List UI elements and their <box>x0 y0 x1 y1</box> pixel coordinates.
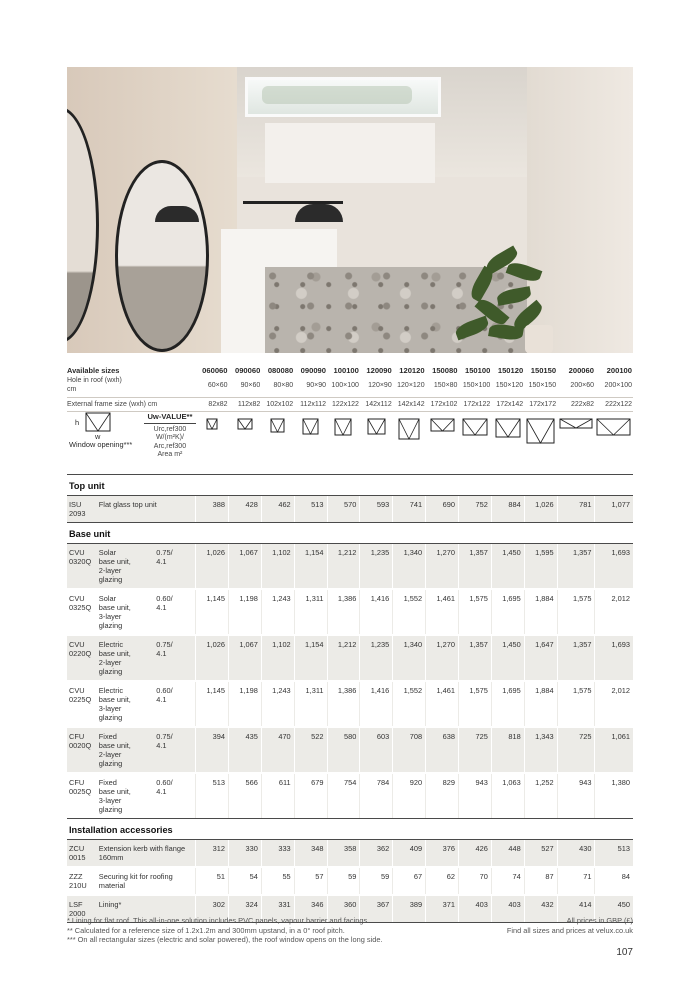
product-code: CFU 0020Q <box>67 727 99 773</box>
footnote-3: *** On all rectangular sizes (electric and solar powered), the roof window opens on the long side. <box>67 935 383 944</box>
hole-size: 60×60 <box>207 382 228 389</box>
window-opening-icon <box>526 418 555 444</box>
price-cell: 943 <box>557 773 595 819</box>
price-cell: 432 <box>524 895 557 923</box>
footnotes <box>67 916 383 945</box>
price-cell: 1,154 <box>294 544 327 590</box>
price-cell: 1,450 <box>491 544 524 590</box>
price-cell: 346 <box>294 895 327 923</box>
price-cell: 51 <box>196 867 229 895</box>
uw-sub: Urc,ref300 W/(m²K)/ Arc,ref300 Area m² <box>153 426 187 459</box>
window-icon-cell <box>557 412 595 475</box>
price-cell: 1,026 <box>196 635 229 681</box>
product-code: ZCU 0015 <box>67 840 99 868</box>
price-cell: 593 <box>360 496 393 523</box>
price-cell: 2,012 <box>595 589 633 635</box>
hole-row <box>67 376 633 398</box>
price-cell: 62 <box>426 867 459 895</box>
price-cell: 1,695 <box>491 681 524 727</box>
price-cell: 1,235 <box>360 544 393 590</box>
footnote-2: ** Calculated for a reference size of 1.2x1.2m and 300mm upstand, in a 0° roof pitch. <box>67 925 345 935</box>
skylight-shaft <box>265 123 435 183</box>
uw-value-header <box>144 412 195 475</box>
hole-size: 200×100 <box>604 382 632 389</box>
window-opening-icon <box>206 418 218 430</box>
external-label: External frame size (wxh) cm <box>67 398 196 412</box>
hero-photo <box>67 67 633 353</box>
product-description: Electric base unit, 3-layer glazing <box>99 681 144 727</box>
external-size: 112x112 <box>294 398 327 412</box>
hole-size: 150×100 <box>462 382 491 389</box>
price-cell: 84 <box>595 867 633 895</box>
price-cell: 1,154 <box>294 635 327 681</box>
external-size: 102x102 <box>261 398 294 412</box>
price-cell: 580 <box>327 727 360 773</box>
price-cell: 362 <box>360 840 393 868</box>
window-opening-icon <box>462 418 488 436</box>
hole-size: 150×80 <box>433 382 458 389</box>
external-size: 172x102 <box>426 398 459 412</box>
window-opening-icon <box>334 418 352 436</box>
price-cell: 1,416 <box>360 681 393 727</box>
price-cell: 358 <box>327 840 360 868</box>
size-060060: 060060 <box>202 366 228 375</box>
product-row <box>67 840 633 868</box>
price-cell: 1,198 <box>229 681 262 727</box>
price-cell: 1,695 <box>491 589 524 635</box>
price-cell: 371 <box>426 895 459 923</box>
window-opening-icon <box>398 418 420 440</box>
product-row <box>67 867 633 895</box>
price-cell: 1,067 <box>229 635 262 681</box>
price-cell: 513 <box>196 773 229 819</box>
price-cell: 87 <box>524 867 557 895</box>
price-cell: 1,357 <box>557 544 595 590</box>
price-cell: 389 <box>393 895 426 923</box>
window-opening-icon <box>270 418 285 433</box>
hole-size: 200×60 <box>570 382 594 389</box>
price-cell: 2,012 <box>595 681 633 727</box>
price-cell: 333 <box>261 840 294 868</box>
external-size: 142x112 <box>360 398 393 412</box>
price-cell: 1,884 <box>524 681 557 727</box>
price-cell: 426 <box>458 840 491 868</box>
price-cell: 784 <box>360 773 393 819</box>
price-cell: 1,145 <box>196 589 229 635</box>
price-cell: 566 <box>229 773 262 819</box>
price-cell: 522 <box>294 727 327 773</box>
price-cell: 1,416 <box>360 589 393 635</box>
price-cell: 1,270 <box>426 544 459 590</box>
price-cell: 414 <box>557 895 595 923</box>
price-cell: 367 <box>360 895 393 923</box>
product-code: ISU 2093 <box>67 496 99 523</box>
uw-value: 0.60/ 4.1 <box>144 773 195 819</box>
price-cell: 1,077 <box>595 496 633 523</box>
price-cell: 409 <box>393 840 426 868</box>
available-sizes-label: Available sizes <box>67 366 120 375</box>
window-icon-cell <box>491 412 524 475</box>
price-cell: 1,575 <box>458 681 491 727</box>
price-cell: 330 <box>229 840 262 868</box>
towel <box>525 325 553 353</box>
find-sizes-link[interactable]: Find all sizes and prices at velux.co.uk <box>506 925 633 935</box>
external-size: 172x122 <box>458 398 491 412</box>
price-cell: 1,311 <box>294 589 327 635</box>
product-row <box>67 635 633 681</box>
price-cell: 1,357 <box>557 635 595 681</box>
external-size: 112x82 <box>229 398 262 412</box>
price-cell: 1,357 <box>458 635 491 681</box>
product-code: CVU 0225Q <box>67 681 99 727</box>
price-cell: 1,212 <box>327 544 360 590</box>
price-cell: 1,252 <box>524 773 557 819</box>
footnote-1: * Lining for flat roof. This all-in-one solution includes PVC panels, vapour barrier and facings. <box>67 916 370 925</box>
price-cell: 1,067 <box>229 544 262 590</box>
price-cell: 1,061 <box>595 727 633 773</box>
price-cell: 430 <box>557 840 595 868</box>
window-icon-cell <box>196 412 229 475</box>
product-code: CFU 0025Q <box>67 773 99 819</box>
hole-size: 150×120 <box>495 382 524 389</box>
price-cell: 1,235 <box>360 635 393 681</box>
price-cell: 450 <box>595 895 633 923</box>
w-label: w <box>95 432 101 441</box>
window-opening-row <box>67 412 633 475</box>
price-cell: 1,340 <box>393 544 426 590</box>
uw-value: 0.60/ 4.1 <box>144 681 195 727</box>
product-row <box>67 773 633 819</box>
size-120120: 120120 <box>399 366 425 375</box>
price-cell: 376 <box>426 840 459 868</box>
price-cell: 1,063 <box>491 773 524 819</box>
uw-label: Uw-VALUE** <box>144 412 195 424</box>
price-cell: 1,450 <box>491 635 524 681</box>
external-size: 222x122 <box>595 398 633 412</box>
window-icon-cell <box>261 412 294 475</box>
price-cell: 1,386 <box>327 589 360 635</box>
product-description: Fixed base unit, 2-layer glazing <box>99 727 144 773</box>
price-cell: 348 <box>294 840 327 868</box>
price-cell: 462 <box>261 496 294 523</box>
hole-size: 150×150 <box>528 382 557 389</box>
price-cell: 302 <box>196 895 229 923</box>
window-opening-icon <box>430 418 455 432</box>
price-cell: 1,693 <box>595 544 633 590</box>
price-cell: 1,380 <box>595 773 633 819</box>
uw-value: 0.60/ 4.1 <box>144 589 195 635</box>
price-cell: 725 <box>557 727 595 773</box>
price-notes <box>507 916 633 935</box>
uw-value: 0.75/ 4.1 <box>144 727 195 773</box>
price-cell: 513 <box>294 496 327 523</box>
product-code: LSF 2000 <box>67 895 99 923</box>
product-code: CVU 0325Q <box>67 589 99 635</box>
price-cell: 57 <box>294 867 327 895</box>
price-cell: 1,026 <box>524 496 557 523</box>
hole-size: 120×120 <box>397 382 425 389</box>
window-opening-icon <box>302 418 319 435</box>
price-cell: 1,340 <box>393 635 426 681</box>
price-cell: 690 <box>426 496 459 523</box>
window-opening-icon <box>237 418 253 430</box>
window-icon-cell <box>294 412 327 475</box>
size-090090: 090090 <box>300 366 326 375</box>
price-cell: 884 <box>491 496 524 523</box>
price-cell: 394 <box>196 727 229 773</box>
price-cell: 67 <box>393 867 426 895</box>
window-icon-cell <box>426 412 459 475</box>
hole-size: 90×90 <box>306 382 326 389</box>
window-opening-label: Window opening*** <box>69 440 133 449</box>
price-cell: 1,386 <box>327 681 360 727</box>
product-code: CVU 0320Q <box>67 544 99 590</box>
price-cell: 513 <box>595 840 633 868</box>
mirror-round <box>115 160 209 352</box>
price-cell: 638 <box>426 727 459 773</box>
price-cell: 611 <box>261 773 294 819</box>
price-cell: 754 <box>327 773 360 819</box>
price-cell: 470 <box>261 727 294 773</box>
price-cell: 1,884 <box>524 589 557 635</box>
product-description: Flat glass top unit <box>99 496 196 523</box>
external-size: 82x82 <box>196 398 229 412</box>
hole-size: 120×90 <box>368 382 392 389</box>
size-090060: 090060 <box>234 366 261 375</box>
window-icon-cell <box>595 412 633 475</box>
price-cell: 603 <box>360 727 393 773</box>
price-cell: 55 <box>261 867 294 895</box>
window-icon-cell <box>229 412 262 475</box>
price-cell: 752 <box>458 496 491 523</box>
window-icon-cell <box>458 412 491 475</box>
shower-head <box>295 204 343 222</box>
external-size: 142x142 <box>393 398 426 412</box>
product-description: Lining* <box>99 895 196 923</box>
price-cell: 324 <box>229 895 262 923</box>
window-opening-legend <box>67 412 144 475</box>
base-unit-section <box>67 523 633 544</box>
price-cell: 1,102 <box>261 635 294 681</box>
shower-head-reflection <box>155 206 199 222</box>
price-cell: 74 <box>491 867 524 895</box>
product-row <box>67 544 633 590</box>
price-cell: 829 <box>426 773 459 819</box>
price-cell: 1,595 <box>524 544 557 590</box>
product-description: Fixed base unit, 3-layer glazing <box>99 773 144 819</box>
price-cell: 1,575 <box>557 681 595 727</box>
product-description: Electric base unit, 2-layer glazing <box>99 635 144 681</box>
size-150080: 150080 <box>432 366 458 375</box>
installation-accessories-section <box>67 819 633 840</box>
external-size: 122x122 <box>327 398 360 412</box>
window-opening-icon <box>559 418 593 429</box>
price-cell: 1,343 <box>524 727 557 773</box>
product-description: Securing kit for roofing material <box>99 867 196 895</box>
price-cell: 1,693 <box>595 635 633 681</box>
hole-size: 80×80 <box>273 382 294 389</box>
price-cell: 312 <box>196 840 229 868</box>
price-cell: 527 <box>524 840 557 868</box>
price-cell: 331 <box>261 895 294 923</box>
size-120090: 120090 <box>366 366 392 375</box>
size-200100: 200100 <box>606 366 632 375</box>
price-cell: 59 <box>360 867 393 895</box>
installation-accessories-section-title: Installation accessories <box>67 819 633 840</box>
price-cell: 360 <box>327 895 360 923</box>
product-row <box>67 727 633 773</box>
price-cell: 781 <box>557 496 595 523</box>
price-cell: 725 <box>458 727 491 773</box>
hole-label: Hole in roof (wxh) cm <box>67 377 122 393</box>
base-unit-section-title: Base unit <box>67 523 633 544</box>
price-cell: 71 <box>557 867 595 895</box>
uw-value: 0.75/ 4.1 <box>144 544 195 590</box>
external-size: 222x82 <box>557 398 595 412</box>
size-080080: 080080 <box>267 366 294 375</box>
price-cell: 1,461 <box>426 589 459 635</box>
price-cell: 1,552 <box>393 589 426 635</box>
price-cell: 1,552 <box>393 681 426 727</box>
price-cell: 920 <box>393 773 426 819</box>
window-opening-icon <box>596 418 631 436</box>
price-cell: 708 <box>393 727 426 773</box>
flat-roof-window <box>245 77 441 117</box>
size-150100: 150100 <box>464 366 491 375</box>
price-cell: 741 <box>393 496 426 523</box>
price-cell: 1,198 <box>229 589 262 635</box>
price-cell: 1,026 <box>196 544 229 590</box>
price-cell: 818 <box>491 727 524 773</box>
price-cell: 428 <box>229 496 262 523</box>
product-description: Solar base unit, 3-layer glazing <box>99 589 144 635</box>
window-icon-cell <box>327 412 360 475</box>
window-opening-icon <box>367 418 386 435</box>
sizes-row <box>67 363 633 376</box>
price-cell: 943 <box>458 773 491 819</box>
size-150120: 150120 <box>497 366 524 375</box>
price-cell: 70 <box>458 867 491 895</box>
price-cell: 448 <box>491 840 524 868</box>
external-size: 172x142 <box>491 398 524 412</box>
prices-currency: All prices in GBP (£) <box>566 916 633 925</box>
h-label: h <box>75 418 80 427</box>
price-cell: 1,243 <box>261 681 294 727</box>
hole-size: 100×100 <box>331 382 359 389</box>
price-cell: 570 <box>327 496 360 523</box>
price-cell: 1,647 <box>524 635 557 681</box>
external-row <box>67 398 633 412</box>
product-description: Solar base unit, 2-layer glazing <box>99 544 144 590</box>
price-cell: 1,575 <box>557 589 595 635</box>
price-cell: 388 <box>196 496 229 523</box>
top-unit-section-title: Top unit <box>67 475 633 496</box>
product-description: Extension kerb with flange 160mm <box>99 840 196 868</box>
price-cell: 679 <box>294 773 327 819</box>
price-cell: 1,311 <box>294 681 327 727</box>
product-row <box>67 589 633 635</box>
window-icon-cell <box>524 412 557 475</box>
hole-size: 90×60 <box>240 382 261 389</box>
product-row <box>67 496 633 523</box>
product-code: CVU 0220Q <box>67 635 99 681</box>
price-table <box>67 363 633 923</box>
product-row <box>67 681 633 727</box>
price-cell: 1,461 <box>426 681 459 727</box>
page-number: 107 <box>616 947 633 958</box>
size-150150: 150150 <box>530 366 557 375</box>
price-cell: 403 <box>458 895 491 923</box>
window-legend-icon <box>85 412 111 432</box>
size-200060: 200060 <box>568 366 594 375</box>
price-cell: 1,575 <box>458 589 491 635</box>
price-cell: 1,145 <box>196 681 229 727</box>
price-cell: 54 <box>229 867 262 895</box>
product-code: ZZZ 210U <box>67 867 99 895</box>
price-cell: 1,243 <box>261 589 294 635</box>
window-icon-cell <box>393 412 426 475</box>
external-size: 172x172 <box>524 398 557 412</box>
uw-value: 0.75/ 4.1 <box>144 635 195 681</box>
top-unit-section <box>67 475 633 496</box>
price-cell: 59 <box>327 867 360 895</box>
price-cell: 435 <box>229 727 262 773</box>
price-cell: 1,102 <box>261 544 294 590</box>
size-100100: 100100 <box>333 366 359 375</box>
price-cell: 1,270 <box>426 635 459 681</box>
price-cell: 1,212 <box>327 635 360 681</box>
window-opening-icon <box>495 418 521 438</box>
price-cell: 403 <box>491 895 524 923</box>
window-icon-cell <box>360 412 393 475</box>
price-cell: 1,357 <box>458 544 491 590</box>
